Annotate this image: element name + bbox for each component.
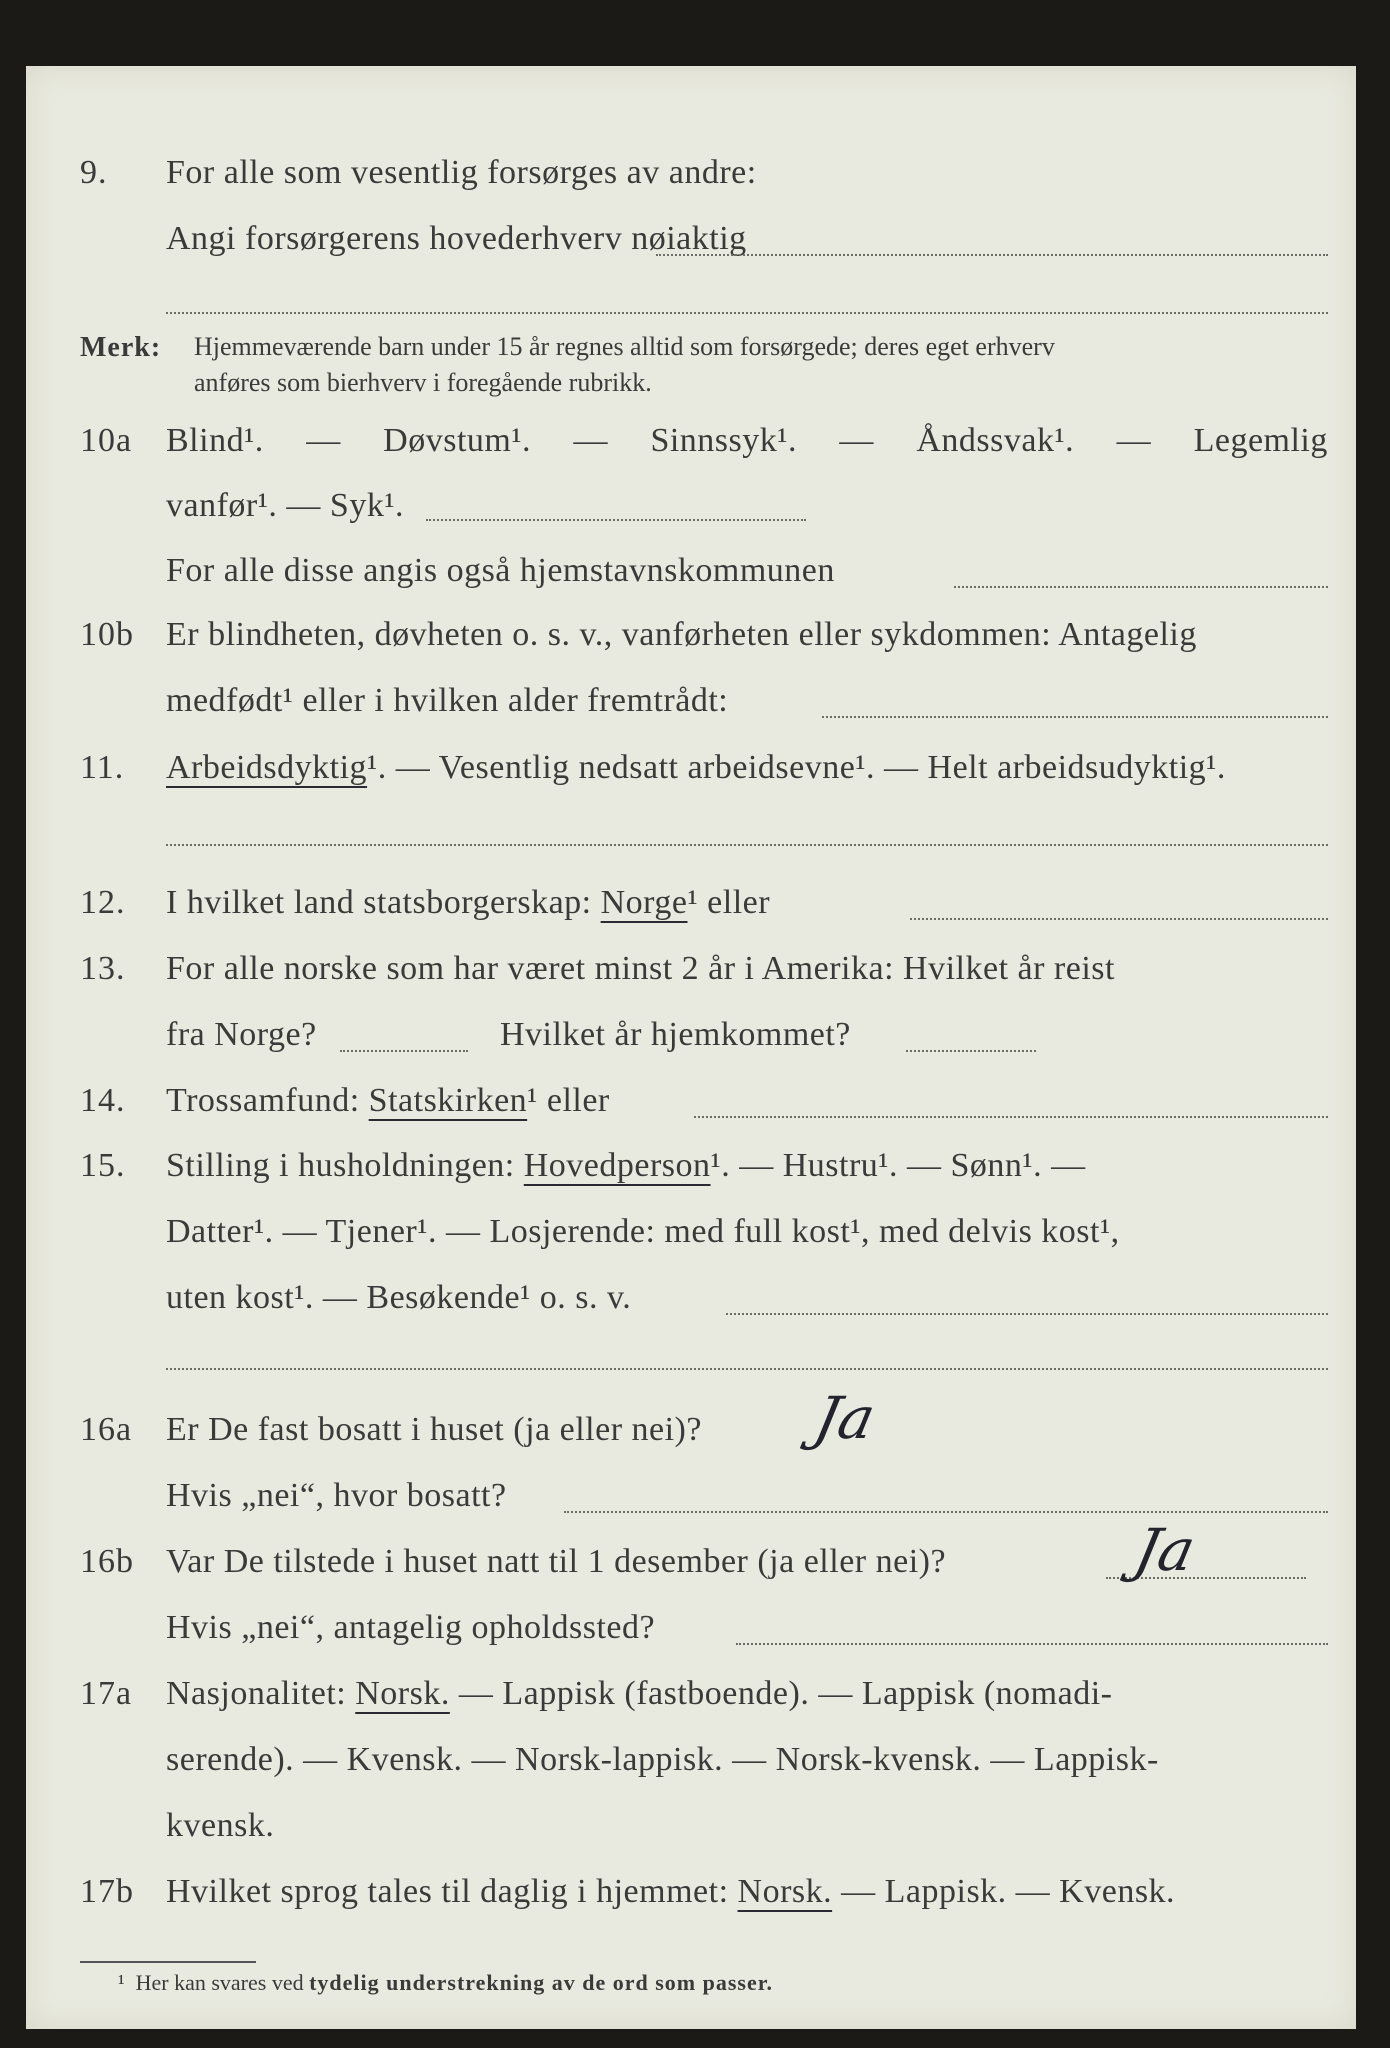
question-number: 11. (80, 749, 125, 786)
question-text: Arbeidsdyktig¹. — Vesentlig nedsatt arbeidsevne¹. — Helt arbeidsudyktig¹. (166, 749, 1226, 786)
question-16a (26, 1411, 1356, 1471)
note-text: anføres som bierhverv i foregående rubrikk. (194, 368, 652, 397)
question-text: For alle norske som har været minst 2 år i Amerika: Hvilket år reist (166, 950, 1115, 987)
underlined-answer: Norsk. (355, 1675, 450, 1712)
question-text: Er De fast bosatt i huset (ja eller nei)? (166, 1411, 702, 1448)
question-number: 10b (80, 616, 134, 653)
answer-field-line[interactable] (166, 312, 1328, 314)
question-text: Hvilket sprog tales til daglig i hjemmet: Norsk. — Lappisk. — Kvensk. (166, 1873, 1176, 1910)
question-text: Nasjonalitet: Norsk. — Lappisk (fastboende). — Lappisk (nomadi- (166, 1675, 1113, 1712)
answer-field-line[interactable] (954, 586, 1328, 588)
question-15 (26, 1147, 1356, 1207)
question-number: 9. (80, 154, 108, 191)
option-sinnssyk: Sinnssyk¹. (650, 422, 797, 459)
footnote-divider (80, 1961, 256, 1963)
answer-field-line[interactable] (166, 844, 1328, 846)
question-text: Var De tilstede i huset natt til 1 desember (ja eller nei)? (166, 1543, 947, 1580)
handwritten-answer: Ja (1128, 1516, 1202, 1584)
question-number: 14. (80, 1082, 126, 1119)
note-text: Hjemmeværende barn under 15 år regnes alltid som forsørgede; deres eget erhverv (194, 332, 1055, 361)
answer-field-line[interactable] (656, 254, 1328, 256)
dash: — (839, 422, 874, 459)
question-number: 17b (80, 1873, 134, 1910)
question-number: 15. (80, 1147, 126, 1184)
question-10a (26, 422, 1356, 482)
dash: — (306, 422, 341, 459)
question-text: Hvis „nei“, antagelig opholdssted? (166, 1609, 656, 1646)
question-text: vanfør¹. — Syk¹. (166, 487, 405, 524)
merk-note-line-2 (26, 368, 1356, 428)
question-text: medfødt¹ eller i hvilken alder fremtrådt: (166, 682, 729, 719)
question-text: For alle disse angis også hjemstavnskommunen (166, 552, 835, 589)
option-andssvak: Åndssvak¹. (916, 422, 1075, 459)
question-14 (26, 1082, 1356, 1142)
question-10a-line-3 (26, 552, 1356, 612)
question-number: 17a (80, 1675, 133, 1712)
dash: — (573, 422, 608, 459)
option-blind: Blind¹. (166, 422, 264, 459)
question-text: Hvilket år hjemkommet? (500, 1016, 851, 1053)
note-label: Merk: (80, 332, 162, 363)
question-17a-line-3 (26, 1807, 1356, 1867)
question-15-line-3 (26, 1279, 1356, 1339)
question-text: Stilling i husholdningen: Hovedperson¹. — Hustru¹. — Sønn¹. — (166, 1147, 1086, 1184)
question-13-line-2 (26, 1016, 1356, 1076)
question-12 (26, 884, 1356, 944)
answer-field-line[interactable] (694, 1116, 1328, 1118)
question-17b (26, 1873, 1356, 1933)
question-number: 16b (80, 1543, 134, 1580)
question-options (166, 422, 1328, 460)
answer-field-line[interactable] (564, 1511, 1328, 1513)
answer-field-line[interactable] (910, 918, 1328, 920)
answer-field-line[interactable] (906, 1050, 1036, 1052)
question-text: For alle som vesentlig forsørges av andre: (166, 154, 757, 191)
question-10b-line-2 (26, 682, 1356, 742)
question-text: Angi forsørgerens hovederhverv nøiaktig (166, 220, 747, 257)
answer-field-line[interactable] (822, 716, 1328, 718)
option-legemlig: Legemlig (1193, 422, 1328, 459)
answer-field-line[interactable] (736, 1643, 1328, 1645)
question-17a-line-2 (26, 1741, 1356, 1801)
dash: — (1116, 422, 1152, 459)
question-text: Datter¹. — Tjener¹. — Losjerende: med full kost¹, med delvis kost¹, (166, 1213, 1120, 1250)
footnote-text: Her kan svares ved (135, 1970, 304, 1995)
question-11 (26, 749, 1356, 809)
answer-field-line[interactable] (340, 1050, 468, 1052)
question-9-line-2 (26, 220, 1356, 280)
underlined-answer: Hovedperson (523, 1147, 711, 1184)
question-text: Hvis „nei“, hvor bosatt? (166, 1477, 507, 1514)
question-16b-line-2 (26, 1609, 1356, 1669)
footnote-bold-text: tydelig understrekning av de ord som passer. (309, 1970, 773, 1995)
question-number: 10a (80, 422, 133, 459)
underlined-answer: Norge (600, 884, 688, 921)
question-15-line-2 (26, 1213, 1356, 1273)
underlined-answer: Statskirken (368, 1082, 528, 1119)
question-number: 16a (80, 1411, 133, 1448)
underlined-answer: Arbeidsdyktig (166, 749, 368, 786)
question-10b (26, 616, 1356, 676)
question-13 (26, 950, 1356, 1010)
question-text: I hvilket land statsborgerskap: Norge¹ eller (166, 884, 771, 921)
question-text: Trossamfund: Statskirken¹ eller (166, 1082, 610, 1119)
question-10a-line-2 (26, 487, 1356, 547)
census-form-page (26, 66, 1356, 2029)
question-text: uten kost¹. — Besøkende¹ o. s. v. (166, 1279, 632, 1316)
answer-field-line[interactable] (726, 1313, 1328, 1315)
answer-field-line[interactable] (166, 1368, 1328, 1370)
answer-field-line[interactable] (426, 519, 806, 521)
handwritten-answer: Ja (808, 1384, 882, 1452)
option-dovstum: Døvstum¹. (383, 422, 532, 459)
footnote-mark: ¹ (118, 1970, 125, 1995)
question-17a (26, 1675, 1356, 1735)
question-number: 13. (80, 950, 126, 987)
question-text: fra Norge? (166, 1016, 317, 1053)
question-text: Er blindheten, døvheten o. s. v., vanførheten eller sykdommen: Antagelig (166, 616, 1197, 653)
question-9 (26, 154, 1356, 214)
footnote (118, 1970, 773, 1996)
underlined-answer: Norsk. (737, 1873, 833, 1910)
question-number: 12. (80, 884, 126, 921)
question-text: kvensk. (166, 1807, 275, 1844)
question-text: serende). — Kvensk. — Norsk-lappisk. — Norsk-kvensk. — Lappisk- (166, 1741, 1159, 1778)
